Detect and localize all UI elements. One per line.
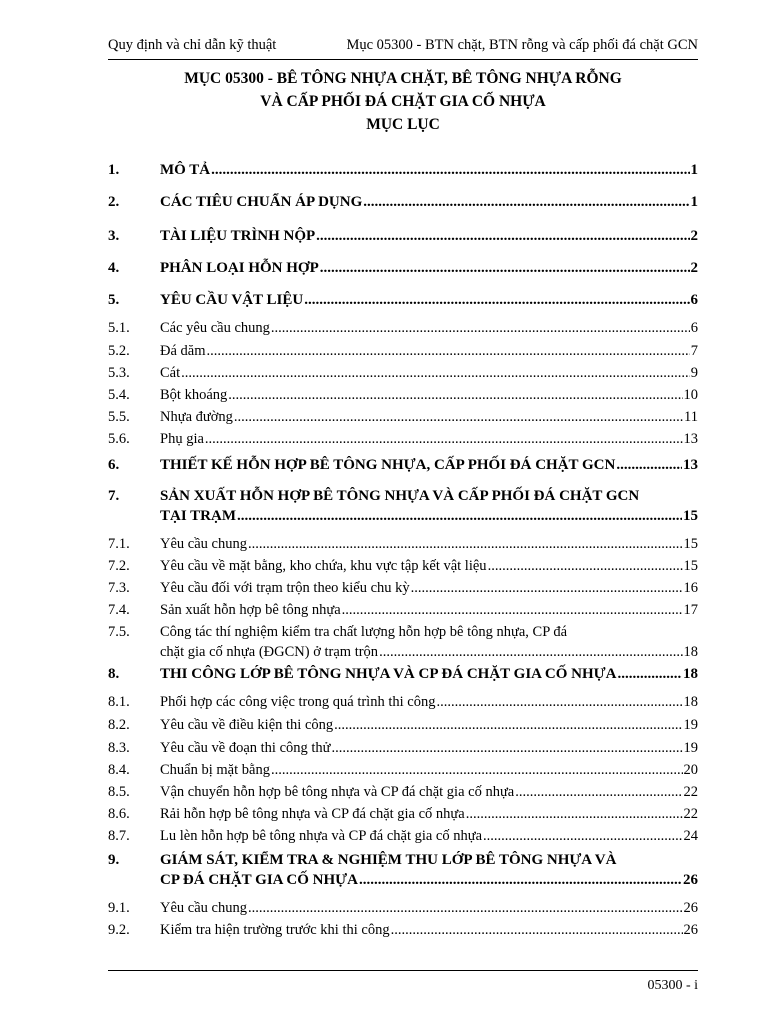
toc-entry[interactable] bbox=[108, 804, 698, 824]
dot-leader bbox=[466, 804, 683, 824]
toc-entry-title: Phối hợp các công việc trong quá trình thi công bbox=[160, 694, 436, 710]
toc-entry-title: Yêu cầu về điều kiện thi công bbox=[160, 717, 334, 733]
dot-leader bbox=[379, 642, 682, 662]
toc-entry-number: 3. bbox=[108, 228, 120, 244]
toc-entry-title: MÔ TẢ bbox=[160, 162, 211, 178]
toc-entry-title: Yêu cầu về mặt bằng, kho chứa, khu vực tập kết vật liệu bbox=[160, 558, 487, 574]
toc-entry-title: Lu lèn hỗn hợp bê tông nhựa và CP đá chặt gia cố nhựa bbox=[160, 828, 483, 844]
toc-entry[interactable] bbox=[108, 192, 698, 212]
toc-entry[interactable] bbox=[108, 622, 698, 662]
toc-entry-title: TẠI TRẠM bbox=[160, 508, 236, 524]
toc-entry-title: Yêu cầu chung bbox=[160, 900, 247, 916]
toc-entry-page: 10 bbox=[683, 387, 698, 403]
toc-entry[interactable] bbox=[108, 290, 698, 310]
dot-leader bbox=[359, 870, 682, 890]
toc-entry-page: 16 bbox=[683, 580, 698, 596]
toc-entry-page: 11 bbox=[684, 409, 698, 425]
toc-entry-page: 1 bbox=[690, 194, 698, 210]
dot-leader bbox=[363, 192, 689, 212]
toc-entry-title: Yêu cầu đối với trạm trộn theo kiểu chu kỳ bbox=[160, 580, 410, 596]
toc-entry[interactable] bbox=[108, 160, 698, 180]
toc-entry-page: 26 bbox=[683, 922, 698, 938]
dot-leader bbox=[483, 826, 682, 846]
toc-entry-title: SẢN XUẤT HỖN HỢP BÊ TÔNG NHỰA VÀ CẤP PHỐI ĐÁ CHẶT GCN bbox=[160, 488, 640, 504]
dot-leader bbox=[411, 578, 683, 598]
toc-entry-page: 1 bbox=[690, 162, 698, 178]
dot-leader bbox=[332, 738, 683, 758]
toc-entry-title: YÊU CẦU VẬT LIỆU bbox=[160, 292, 304, 308]
toc-entry-page: 18 bbox=[683, 694, 698, 710]
toc-entry-number: 1. bbox=[108, 162, 120, 178]
toc-entry-number: 2. bbox=[108, 194, 120, 210]
footer-rule bbox=[108, 970, 698, 971]
toc-entry-number: 8.3. bbox=[108, 740, 130, 756]
toc-entry-number: 8.4. bbox=[108, 762, 130, 778]
toc-entry[interactable] bbox=[108, 850, 698, 890]
dot-leader bbox=[436, 692, 682, 712]
dot-leader bbox=[205, 429, 683, 449]
dot-leader bbox=[342, 600, 683, 620]
toc-entry[interactable] bbox=[108, 407, 698, 427]
toc-entry-number: 7.4. bbox=[108, 602, 130, 618]
dot-leader bbox=[237, 506, 682, 526]
toc-entry-title: Đá dăm bbox=[160, 343, 206, 359]
toc-entry-number: 7.2. bbox=[108, 558, 130, 574]
toc-entry-page: 17 bbox=[683, 602, 698, 618]
toc-entry-number: 9.1. bbox=[108, 900, 130, 916]
title-line-2: VÀ CẤP PHỐI ĐÁ CHẶT GIA CỐ NHỰA bbox=[260, 93, 546, 110]
toc-entry-page: 26 bbox=[683, 872, 698, 888]
toc-entry[interactable] bbox=[108, 715, 698, 735]
toc-entry-title: Bột khoáng bbox=[160, 387, 228, 403]
dot-leader bbox=[616, 455, 682, 475]
dot-leader bbox=[304, 290, 689, 310]
toc-entry-page: 15 bbox=[683, 508, 698, 524]
toc-entry[interactable] bbox=[108, 341, 698, 361]
dot-leader bbox=[228, 385, 682, 405]
toc-entry-title: Kiểm tra hiện trường trước khi thi công bbox=[160, 922, 390, 938]
dot-leader bbox=[181, 363, 690, 383]
toc-entry-page: 13 bbox=[683, 431, 698, 447]
toc-entry-number: 8.5. bbox=[108, 784, 130, 800]
dot-leader bbox=[515, 782, 682, 802]
dot-leader bbox=[248, 898, 683, 918]
toc-entry-page: 24 bbox=[683, 828, 698, 844]
toc-entry-title: Công tác thí nghiệm kiểm tra chất lượng hỗn hợp bê tông nhựa, CP đá bbox=[160, 624, 568, 640]
toc-entry-page: 18 bbox=[683, 666, 698, 682]
title-line-1: MỤC 05300 - BÊ TÔNG NHỰA CHẶT, BÊ TÔNG NHỰA RỖNG bbox=[184, 70, 622, 87]
toc-entry[interactable] bbox=[108, 486, 698, 526]
toc-entry[interactable] bbox=[108, 664, 698, 684]
toc-entry-number: 5.2. bbox=[108, 343, 130, 359]
toc-entry[interactable] bbox=[108, 318, 698, 338]
toc-entry-title: GIÁM SÁT, KIỂM TRA & NGHIỆM THU LỚP BÊ TÔNG NHỰA VÀ bbox=[160, 852, 617, 868]
toc-entry-title: chặt gia cố nhựa (ĐGCN) ở trạm trộn bbox=[160, 644, 379, 660]
toc-entry-title: Yêu cầu chung bbox=[160, 536, 247, 552]
toc-entry-number: 7. bbox=[108, 488, 120, 504]
toc-entry-page: 6 bbox=[690, 320, 698, 336]
dot-leader bbox=[391, 920, 683, 940]
toc-entry-title: THI CÔNG LỚP BÊ TÔNG NHỰA VÀ CP ĐÁ CHẶT GIA CỐ NHỰA bbox=[160, 666, 617, 682]
toc-entry-number: 8.7. bbox=[108, 828, 130, 844]
page-number: 05300 - i bbox=[647, 978, 698, 993]
toc-entry-page: 15 bbox=[683, 536, 698, 552]
toc-entry-page: 7 bbox=[690, 343, 698, 359]
toc-entry-number: 8.1. bbox=[108, 694, 130, 710]
toc-entry-number: 5.4. bbox=[108, 387, 130, 403]
dot-leader bbox=[271, 760, 683, 780]
toc-entry-page: 26 bbox=[683, 900, 698, 916]
toc-entry-page: 19 bbox=[683, 740, 698, 756]
toc-entry[interactable] bbox=[108, 692, 698, 712]
toc-entry[interactable] bbox=[108, 578, 698, 598]
toc-entry-number: 7.3. bbox=[108, 580, 130, 596]
dot-leader bbox=[271, 318, 690, 338]
toc-entry[interactable] bbox=[108, 782, 698, 802]
toc-entry-title: Vận chuyển hỗn hợp bê tông nhựa và CP đá chặt gia cố nhựa bbox=[160, 784, 515, 800]
dot-leader bbox=[488, 556, 683, 576]
toc-entry[interactable] bbox=[108, 534, 698, 554]
toc-entry[interactable] bbox=[108, 385, 698, 405]
dot-leader bbox=[234, 407, 683, 427]
header-right: Mục 05300 - BTN chặt, BTN rỗng và cấp phối đá chặt GCN bbox=[346, 37, 698, 53]
toc-entry[interactable] bbox=[108, 600, 698, 620]
toc-entry-title: TÀI LIỆU TRÌNH NỘP bbox=[160, 228, 316, 244]
toc-entry-page: 15 bbox=[683, 558, 698, 574]
toc-entry-title: PHÂN LOẠI HỖN HỢP bbox=[160, 260, 319, 276]
toc-entry-page: 2 bbox=[690, 260, 698, 276]
dot-leader bbox=[316, 226, 689, 246]
toc-entry-number: 8.6. bbox=[108, 806, 130, 822]
toc-entry-number: 9.2. bbox=[108, 922, 130, 938]
toc-entry-number: 5.1. bbox=[108, 320, 130, 336]
toc-entry-title: THIẾT KẾ HỖN HỢP BÊ TÔNG NHỰA, CẤP PHỐI ĐÁ CHẶT GCN bbox=[160, 457, 616, 473]
toc-entry[interactable] bbox=[108, 363, 698, 383]
dot-leader bbox=[320, 258, 690, 278]
toc-entry[interactable] bbox=[108, 258, 698, 278]
toc-entry-page: 13 bbox=[683, 457, 698, 473]
dot-leader bbox=[207, 341, 690, 361]
toc-entry-number: 5.3. bbox=[108, 365, 130, 381]
toc-entry-page: 18 bbox=[683, 644, 698, 660]
dot-leader bbox=[211, 160, 689, 180]
toc-entry[interactable] bbox=[108, 738, 698, 758]
toc-heading: MỤC LỤC bbox=[366, 116, 440, 133]
toc-entry-page: 19 bbox=[683, 717, 698, 733]
toc-entry-number: 5.6. bbox=[108, 431, 130, 447]
toc-entry-page: 6 bbox=[690, 292, 698, 308]
toc-entry-number: 5. bbox=[108, 292, 120, 308]
toc-entry-title: Sản xuất hỗn hợp bê tông nhựa bbox=[160, 602, 341, 618]
toc-entry-title: CP ĐÁ CHẶT GIA CỐ NHỰA bbox=[160, 872, 358, 888]
toc-entry[interactable] bbox=[108, 898, 698, 918]
toc-entry-number: 7.5. bbox=[108, 624, 130, 640]
toc-entry-title: Yêu cầu về đoạn thi công thử bbox=[160, 740, 331, 756]
header-left: Quy định và chỉ dẫn kỹ thuật bbox=[108, 37, 277, 53]
dot-leader bbox=[334, 715, 682, 735]
dot-leader bbox=[248, 534, 683, 554]
toc-entry[interactable] bbox=[108, 760, 698, 780]
toc-entry[interactable] bbox=[108, 226, 698, 246]
toc-entry[interactable] bbox=[108, 429, 698, 449]
toc-entry-number: 6. bbox=[108, 457, 120, 473]
toc-entry-number: 4. bbox=[108, 260, 120, 276]
toc-entry-title: Phụ gia bbox=[160, 431, 204, 447]
toc-entry-title: Nhựa đường bbox=[160, 409, 233, 425]
toc-entry-number: 8.2. bbox=[108, 717, 130, 733]
toc-entry-title: Chuẩn bị mặt bằng bbox=[160, 762, 270, 778]
toc-entry-page: 22 bbox=[683, 784, 698, 800]
toc-entry-title: Các yêu cầu chung bbox=[160, 320, 270, 336]
toc-entry-number: 7.1. bbox=[108, 536, 130, 552]
toc-entry-page: 20 bbox=[683, 762, 698, 778]
toc-entry[interactable] bbox=[108, 826, 698, 846]
toc-entry[interactable] bbox=[108, 556, 698, 576]
toc-entry-number: 5.5. bbox=[108, 409, 130, 425]
toc-entry-page: 2 bbox=[690, 228, 698, 244]
toc-entry-number: 8. bbox=[108, 666, 120, 682]
toc-entry-title: CÁC TIÊU CHUẨN ÁP DỤNG bbox=[160, 194, 363, 210]
toc-entry-page: 9 bbox=[690, 365, 698, 381]
toc-entry-number: 9. bbox=[108, 852, 120, 868]
toc-entry[interactable] bbox=[108, 920, 698, 940]
toc-entry-page: 22 bbox=[683, 806, 698, 822]
dot-leader bbox=[617, 664, 682, 684]
toc-entry-title: Rải hỗn hợp bê tông nhựa và CP đá chặt gia cố nhựa bbox=[160, 806, 465, 822]
toc-entry[interactable] bbox=[108, 455, 698, 475]
toc-entry-title: Cát bbox=[160, 365, 181, 381]
